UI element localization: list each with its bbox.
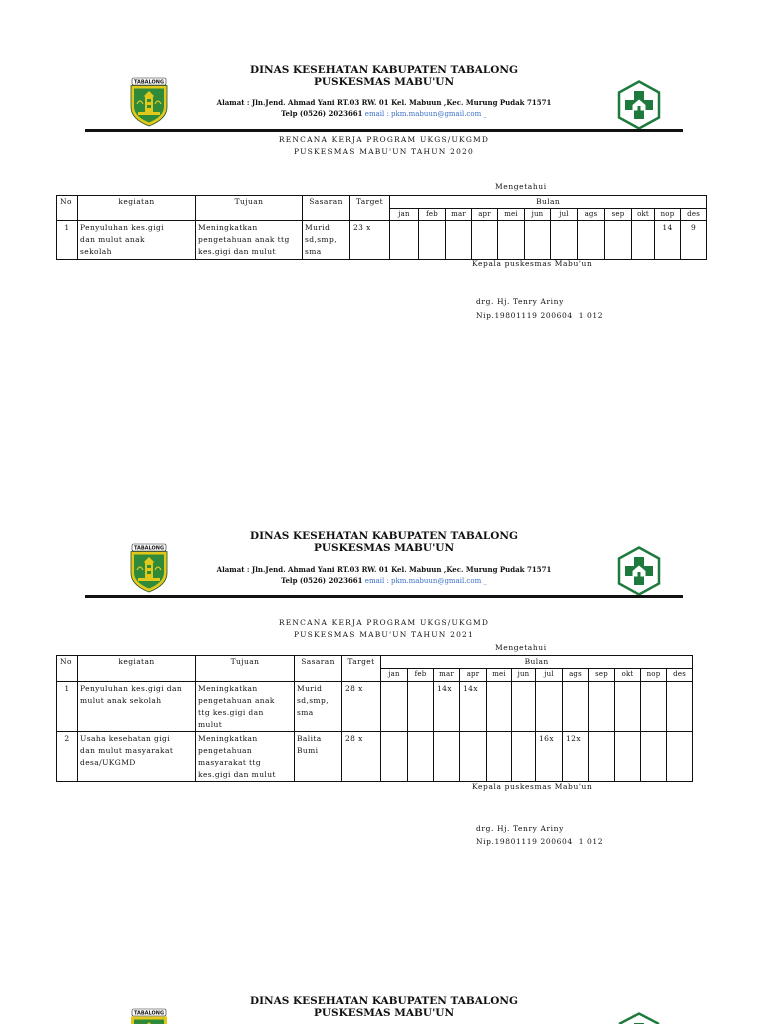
month-cell-mar xyxy=(434,732,460,782)
row-activity: Penyuluhan kes.gigi dan mulut anak sekolah xyxy=(78,221,196,260)
contact-line xyxy=(0,576,768,586)
month-cell-jan xyxy=(390,221,419,260)
signatory-name: drg. Hj. Tenry Ariny xyxy=(476,824,564,833)
month-header-jan: jan xyxy=(381,669,408,682)
month-header-feb: feb xyxy=(419,209,446,221)
month-cell-jun xyxy=(525,221,551,260)
month-cell-ags: 12x xyxy=(563,732,589,782)
month-cell-des xyxy=(667,682,693,732)
month-cell-jul xyxy=(536,682,563,732)
email-address: email : pkm.mabuun@gmail.com _ xyxy=(364,577,487,585)
month-cell-feb xyxy=(419,221,446,260)
row-target-group: Murid sd,smp, sma xyxy=(295,682,342,732)
row-goal: Meningkatkan pengetahuan anak ttg kes.gigi dan mulut xyxy=(196,682,295,732)
month-header-jan: jan xyxy=(390,209,419,221)
row-goal: Meningkatkan pengetahuan anak ttg kes.gigi dan mulut xyxy=(196,221,303,260)
header-target: Target xyxy=(342,656,381,682)
month-header-ags: ags xyxy=(578,209,605,221)
month-cell-apr xyxy=(472,221,498,260)
header-goal: Tujuan xyxy=(196,196,303,221)
month-header-mar: mar xyxy=(434,669,460,682)
month-cell-okt xyxy=(615,732,641,782)
row-no: 2 xyxy=(57,732,78,782)
acknowledgement-label: Mengetahui xyxy=(495,643,547,652)
month-header-feb: feb xyxy=(408,669,434,682)
table-row xyxy=(57,221,707,260)
month-header-jul: jul xyxy=(536,669,563,682)
month-cell-sep xyxy=(589,682,615,732)
plan-title: RENCANA KERJA PROGRAM UKGS/UKGMD xyxy=(278,135,490,144)
month-cell-apr xyxy=(460,732,487,782)
month-cell-okt xyxy=(632,221,655,260)
contact-line xyxy=(0,109,768,119)
row-target: 28 x xyxy=(342,682,381,732)
phone-number: Telp (0526) 2023661 xyxy=(281,109,363,118)
signatory-nip: Nip.19801119 200604 1 012 xyxy=(476,837,604,846)
table-row xyxy=(57,682,693,732)
signatory-nip: Nip.19801119 200604 1 012 xyxy=(476,311,604,320)
row-no: 1 xyxy=(57,682,78,732)
header-months-group: Bulan xyxy=(390,196,707,209)
month-header-okt: okt xyxy=(615,669,641,682)
agency-name: DINAS KESEHATAN KABUPATEN TABALONG xyxy=(249,64,518,76)
month-cell-okt xyxy=(615,682,641,732)
month-header-okt: okt xyxy=(632,209,655,221)
month-cell-nop: 14 xyxy=(655,221,681,260)
letterhead-divider xyxy=(85,595,683,598)
plan-subtitle: PUSKESMAS MABU'UN TAHUN 2021 xyxy=(294,630,474,639)
month-cell-mar: 14x xyxy=(434,682,460,732)
month-cell-jun xyxy=(512,732,536,782)
month-cell-nop xyxy=(641,682,667,732)
month-cell-jul xyxy=(551,221,578,260)
row-activity: Usaha kesehatan gigi dan mulut masyarakat desa/UKGMD xyxy=(78,732,196,782)
month-cell-feb xyxy=(408,732,434,782)
month-cell-des: 9 xyxy=(681,221,707,260)
month-cell-mei xyxy=(487,732,512,782)
phone-number: Telp (0526) 2023661 xyxy=(281,576,363,585)
header-activity: kegiatan xyxy=(78,196,196,221)
facility-name: PUSKESMAS MABU'UN xyxy=(313,76,455,88)
month-cell-sep xyxy=(605,221,632,260)
month-header-apr: apr xyxy=(472,209,498,221)
agency-name: DINAS KESEHATAN KABUPATEN TABALONG xyxy=(249,995,518,1007)
month-header-nop: nop xyxy=(641,669,667,682)
header-no: No xyxy=(57,196,78,221)
month-cell-mar xyxy=(446,221,472,260)
month-cell-jun xyxy=(512,682,536,732)
facility-name: PUSKESMAS MABU'UN xyxy=(313,542,455,554)
district-logo-label: TABALONG xyxy=(133,1010,165,1017)
month-cell-sep xyxy=(589,732,615,782)
month-cell-mei xyxy=(487,682,512,732)
row-target-group: Murid sd,smp, sma xyxy=(303,221,350,260)
header-target-group: Sasaran xyxy=(295,656,342,682)
email-address: email : pkm.mabuun@gmail.com _ xyxy=(364,110,487,118)
work-plan-table xyxy=(56,195,707,260)
header-target: Target xyxy=(350,196,390,221)
month-header-ags: ags xyxy=(563,669,589,682)
row-no: 1 xyxy=(57,221,78,260)
month-header-mei: mei xyxy=(487,669,512,682)
month-cell-jan xyxy=(381,682,408,732)
signatory-title: Kepala puskesmas Mabu'un xyxy=(472,782,593,791)
facility-name: PUSKESMAS MABU'UN xyxy=(313,1007,455,1019)
month-header-jul: jul xyxy=(551,209,578,221)
month-header-apr: apr xyxy=(460,669,487,682)
work-plan-table xyxy=(56,655,693,782)
agency-name: DINAS KESEHATAN KABUPATEN TABALONG xyxy=(249,530,518,542)
month-header-des: des xyxy=(681,209,707,221)
header-target-group: Sasaran xyxy=(303,196,350,221)
month-header-nop: nop xyxy=(655,209,681,221)
month-header-des: des xyxy=(667,669,693,682)
row-target: 23 x xyxy=(350,221,390,260)
signatory-name: drg. Hj. Tenry Ariny xyxy=(476,297,564,306)
header-months-group: Bulan xyxy=(381,656,693,669)
month-header-jun: jun xyxy=(512,669,536,682)
row-activity: Penyuluhan kes.gigi dan mulut anak sekolah xyxy=(78,682,196,732)
month-cell-jul: 16x xyxy=(536,732,563,782)
row-target-group: Balita Bumi xyxy=(295,732,342,782)
header-activity: kegiatan xyxy=(78,656,196,682)
row-goal: Meningkatkan pengetahuan masyarakat ttg kes.gigi dan mulut xyxy=(196,732,295,782)
month-header-jun: jun xyxy=(525,209,551,221)
month-cell-jan xyxy=(381,732,408,782)
header-no: No xyxy=(57,656,78,682)
month-cell-mei xyxy=(498,221,525,260)
month-cell-des xyxy=(667,732,693,782)
signatory-title: Kepala puskesmas Mabu'un xyxy=(472,259,593,268)
month-header-sep: sep xyxy=(589,669,615,682)
table-row xyxy=(57,732,693,782)
month-cell-feb xyxy=(408,682,434,732)
address-line: Alamat : Jln.Jend. Ahmad Yani RT.03 RW. 01 Kel. Mabuun ,Kec. Murung Pudak 71571 xyxy=(216,565,552,574)
letterhead-divider xyxy=(85,129,683,132)
row-target: 28 x xyxy=(342,732,381,782)
month-header-sep: sep xyxy=(605,209,632,221)
plan-title: RENCANA KERJA PROGRAM UKGS/UKGMD xyxy=(278,618,490,627)
month-cell-ags xyxy=(563,682,589,732)
acknowledgement-label: Mengetahui xyxy=(495,182,547,191)
plan-subtitle: PUSKESMAS MABU'UN TAHUN 2020 xyxy=(294,147,474,156)
address-line: Alamat : Jln.Jend. Ahmad Yani RT.03 RW. 01 Kel. Mabuun ,Kec. Murung Pudak 71571 xyxy=(216,98,552,107)
header-goal: Tujuan xyxy=(196,656,295,682)
month-header-mar: mar xyxy=(446,209,472,221)
month-cell-apr: 14x xyxy=(460,682,487,732)
month-cell-ags xyxy=(578,221,605,260)
month-cell-nop xyxy=(641,732,667,782)
month-header-mei: mei xyxy=(498,209,525,221)
